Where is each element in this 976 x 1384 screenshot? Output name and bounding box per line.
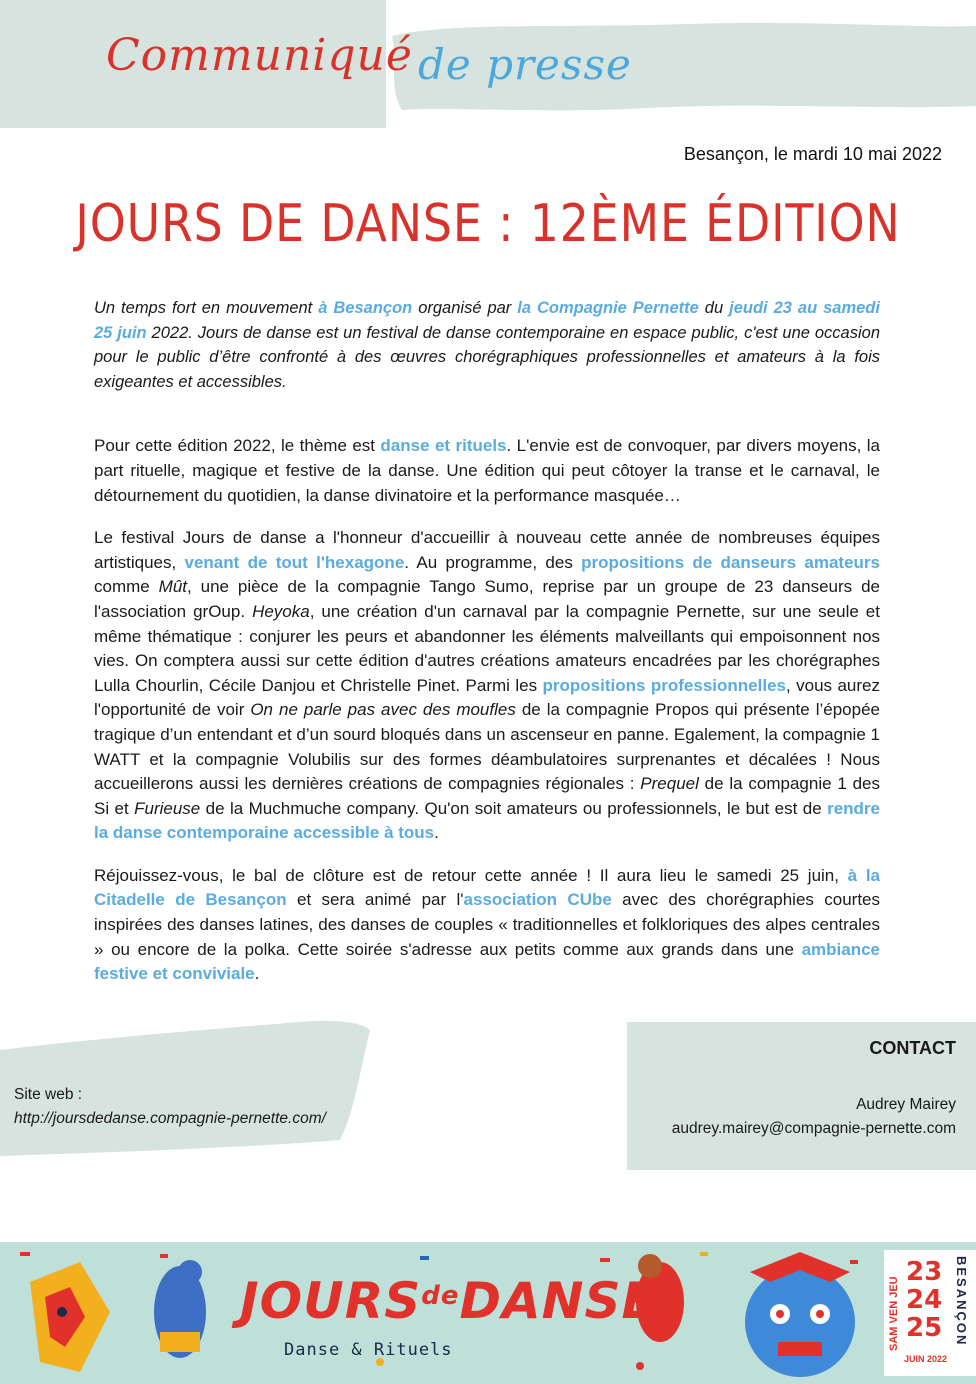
press-date: Besançon, le mardi 10 mai 2022 [683,144,942,164]
para3-segment: à la Citadelle de Besançon [94,865,880,910]
para2-segment: On ne parle pas avec des moufles [250,700,516,720]
para2-segment: propositions de danseurs amateurs [581,552,880,572]
header-title-de-presse: de presse [418,40,632,89]
calendar-days: SAM VEN JEU [888,1276,900,1352]
website-label: Site web : [14,1086,83,1103]
banner-logo-danse: DANSE [459,1272,657,1330]
calendar-dates [906,1258,942,1342]
para2-segment: rendre la danse contemporaine accessible à tous [94,798,880,843]
para2-segment: , une pièce de la compagnie Tango Sumo, reprise par un groupe de 23 danseurs de l'association grOup. [94,577,880,621]
para2-segment: propositions professionnelles [542,675,786,695]
para3-segment: Réjouissez-vous, le bal de clôture est de retour cette année ! Il aura lieu le samedi 25 juin, [94,865,848,885]
para2-segment: Mût [158,577,187,597]
footer-brush-stroke [0,1010,372,1160]
intro-segment: du [698,299,730,317]
calendar-city: BESANÇON [954,1256,969,1347]
banner-subtitle: Danse & Rituels [284,1340,453,1360]
date-calendar [884,1250,976,1376]
header-title-communique: Communiqué [106,30,413,81]
para2-segment: Le festival Jours de danse a l'honneur d'accueillir à nouveau cette année de nombreuses équipes artistiques, [94,528,880,572]
theme-paragraph [94,434,880,508]
festival-banner [0,1242,976,1384]
para2-segment: Heyoka [252,601,310,621]
para2-segment: . Au programme, des [404,552,582,572]
banner-logo-de: de [421,1281,460,1311]
contact-box [627,1022,976,1170]
para2-segment: de la compagnie Propos qui présente l’épopée tragique d’un entendant et d’un sourd bloqués dans un ascenseur en panne. Egalement, la compagnie 1 WATT et la compagnie Volubilis sur des formes déambulatoires surprenantes et décalées ! Nous accueillerons aussi les dernières créations de compagnies régionales : [94,700,880,794]
banner-logo-jours: JOURS [240,1272,422,1330]
para3-segment: avec des chorégraphies courtes inspirées des danses latines, des danses de couples « traditionnelles et folkloriques des alpes centrales » ou encore de la polka. Cette soirée s'adresse aux petits comme aux grands dans une [94,890,881,959]
website-link[interactable]: http://joursdedanse.compagnie-pernette.com/ [14,1110,326,1127]
intro-segment: à Besançon [318,299,413,317]
intro-segment: la Compagnie Pernette [517,299,699,317]
para2-segment: . [434,823,439,843]
para1-segment: . L'envie est de convoquer, par divers moyens, la part rituelle, magique et festive de la danse. Une édition qui peut côtoyer la transe et le carnaval, le détournement du quotidien, la danse divinatoire et la performance masquée… [94,436,881,505]
date-25: 25 [906,1313,943,1343]
article-body [94,296,880,1005]
para2-segment: Prequel [640,774,699,794]
para2-segment: comme [94,577,159,597]
para1-segment: Pour cette édition 2022, le thème est [94,436,381,456]
para2-segment: de la Muchmuche company. Qu'on soit amateurs ou professionnels, le but est de [200,798,828,818]
intro-segment: jeudi 23 au samedi 25 juin [94,299,880,342]
para3-segment: ambiance festive et conviviale [94,939,880,984]
banner-logo [240,1272,657,1330]
contact-title: CONTACT [869,1038,956,1058]
para2-segment: venant de tout l'hexagone [184,552,405,572]
intro-paragraph [94,296,880,394]
para3-segment: . [254,964,260,984]
para2-segment: , une création d'un carnaval par la compagnie Pernette, sur une seule et même thématique : conjurer les peurs et abandonner les éléments malveillants qui empoisonnent nos vies. On comptera aussi sur cette édition d'autres créations amateurs encadrées par les chorégraphes Lulla Chourlin, Cécile Danjou et Christelle Pinet. Parmi les [94,601,880,695]
para1-segment: danse et rituels [380,436,507,456]
contact-name: Audrey Mairey [856,1096,956,1113]
para3-segment: association CUbe [463,890,612,910]
intro-segment: 2022. Jours de danse est un festival de danse contemporaine en espace public, c'est une occasion pour le public d’être confronté à des œuvres chorégraphiques professionnelles et amateurs à la fois exigeantes et accessibles. [94,323,881,391]
intro-segment: Un temps fort en mouvement [94,299,319,317]
calendar-month: JUIN 2022 [904,1354,948,1364]
para3-segment: et sera animé par l' [286,890,464,910]
contact-email-link[interactable]: audrey.mairey@compagnie-pernette.com [671,1120,956,1137]
page-title: JOURS DE DANSE : 12ÈME ÉDITION [75,194,901,254]
para2-segment: Furieuse [134,798,201,818]
para2-segment: de la compagnie 1 des Si et [94,774,880,818]
para2-segment: , vous aurez l'opportunité de voir [94,675,880,720]
intro-segment: organisé par [412,299,518,317]
closing-ball-paragraph [94,864,880,987]
date-24: 24 [906,1285,943,1315]
program-paragraph [94,526,880,846]
date-23: 23 [906,1257,943,1287]
